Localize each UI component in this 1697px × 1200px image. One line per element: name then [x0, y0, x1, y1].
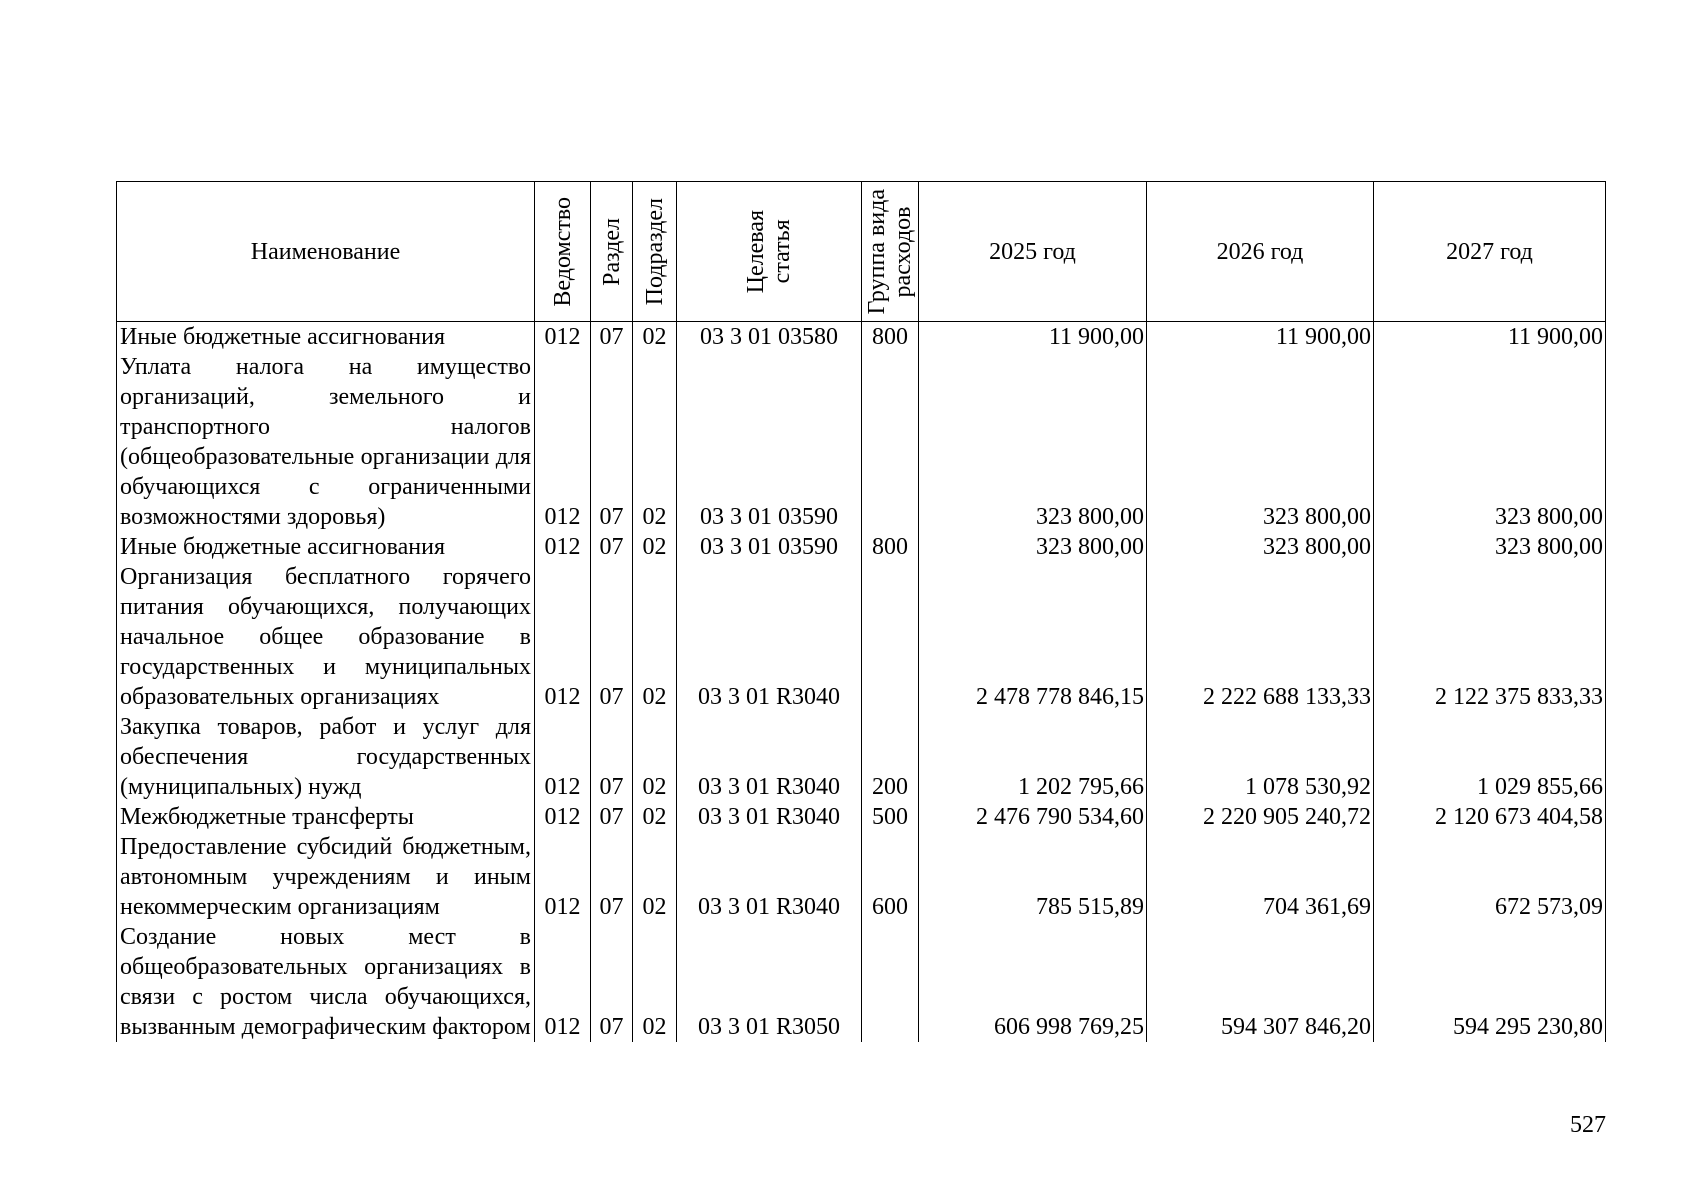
row-razdel-cell: 07: [591, 532, 633, 562]
row-gruppa-cell: 500: [862, 802, 919, 832]
table-row: [117, 352, 1606, 532]
table-row: [117, 562, 1606, 712]
row-2025-cell: 2 478 778 846,15: [919, 562, 1147, 712]
row-razdel-cell: 07: [591, 802, 633, 832]
row-2025-cell: 2 476 790 534,60: [919, 802, 1147, 832]
table-row: [117, 922, 1606, 1042]
row-vedomstvo-cell: 012: [535, 922, 591, 1042]
row-gruppa-cell: 200: [862, 712, 919, 802]
table-body: [117, 322, 1606, 1043]
row-name-cell: Иные бюджетные ассигнования: [117, 532, 535, 562]
row-2026-cell: 704 361,69: [1147, 832, 1374, 922]
row-name-cell: Организация бесплатного горячего питания обучающихся, получающих начальное общее образование в государственных и муниципальных образовательных организациях: [117, 562, 535, 712]
row-2026-cell: 2 222 688 133,33: [1147, 562, 1374, 712]
row-vedomstvo-cell: 012: [535, 352, 591, 532]
row-podrazdel-cell: 02: [633, 832, 677, 922]
row-gruppa-cell: [862, 562, 919, 712]
row-vedomstvo-cell: 012: [535, 712, 591, 802]
row-razdel-cell: 07: [591, 352, 633, 532]
row-2025-cell: 11 900,00: [919, 322, 1147, 353]
row-gruppa-cell: 800: [862, 322, 919, 353]
row-celevaya-statya-cell: 03 3 01 03590: [677, 532, 862, 562]
header-vedomstvo: Ведомство: [535, 182, 591, 322]
row-name-cell: Уплата налога на имущество организаций, земельного и транспортного налогов (общеобразовательные организации для обучающихся с ограниченными возможностями здоровья): [117, 352, 535, 532]
row-2027-cell: 2 120 673 404,58: [1374, 802, 1606, 832]
row-2025-cell: 606 998 769,25: [919, 922, 1147, 1042]
row-2027-cell: 2 122 375 833,33: [1374, 562, 1606, 712]
row-podrazdel-cell: 02: [633, 322, 677, 353]
row-2027-cell: 11 900,00: [1374, 322, 1606, 353]
row-2027-cell: 323 800,00: [1374, 352, 1606, 532]
row-podrazdel-cell: 02: [633, 562, 677, 712]
row-name-cell: Закупка товаров, работ и услуг для обеспечения государственных (муниципальных) нужд: [117, 712, 535, 802]
row-2025-cell: 323 800,00: [919, 352, 1147, 532]
table-header-row: [117, 182, 1606, 322]
row-2027-cell: 672 573,09: [1374, 832, 1606, 922]
row-razdel-cell: 07: [591, 922, 633, 1042]
table-row: [117, 832, 1606, 922]
row-celevaya-statya-cell: 03 3 01 R3050: [677, 922, 862, 1042]
header-celevaya-statya: Целевая статья: [677, 182, 862, 322]
row-razdel-cell: 07: [591, 562, 633, 712]
row-2026-cell: 1 078 530,92: [1147, 712, 1374, 802]
row-podrazdel-cell: 02: [633, 922, 677, 1042]
budget-table: [116, 181, 1606, 1042]
row-name-cell: Предоставление субсидий бюджетным, автономным учреждениям и иным некоммерческим организациям: [117, 832, 535, 922]
row-podrazdel-cell: 02: [633, 712, 677, 802]
table-row: [117, 712, 1606, 802]
row-razdel-cell: 07: [591, 712, 633, 802]
header-2025: 2025 год: [919, 182, 1147, 322]
row-celevaya-statya-cell: 03 3 01 03580: [677, 322, 862, 353]
row-gruppa-cell: 600: [862, 832, 919, 922]
row-2027-cell: 323 800,00: [1374, 532, 1606, 562]
row-vedomstvo-cell: 012: [535, 802, 591, 832]
row-celevaya-statya-cell: 03 3 01 R3040: [677, 562, 862, 712]
row-celevaya-statya-cell: 03 3 01 R3040: [677, 802, 862, 832]
row-podrazdel-cell: 02: [633, 532, 677, 562]
header-2027: 2027 год: [1374, 182, 1606, 322]
row-razdel-cell: 07: [591, 832, 633, 922]
row-vedomstvo-cell: 012: [535, 322, 591, 353]
header-name: Наименование: [117, 182, 535, 322]
row-vedomstvo-cell: 012: [535, 532, 591, 562]
row-podrazdel-cell: 02: [633, 352, 677, 532]
row-2026-cell: 2 220 905 240,72: [1147, 802, 1374, 832]
row-2025-cell: 1 202 795,66: [919, 712, 1147, 802]
row-2026-cell: 11 900,00: [1147, 322, 1374, 353]
row-podrazdel-cell: 02: [633, 802, 677, 832]
row-2025-cell: 323 800,00: [919, 532, 1147, 562]
row-gruppa-cell: [862, 352, 919, 532]
row-razdel-cell: 07: [591, 322, 633, 353]
row-gruppa-cell: 800: [862, 532, 919, 562]
header-gruppa-vida-rashodov: Группа вида расходов: [862, 182, 919, 322]
row-name-cell: Иные бюджетные ассигнования: [117, 322, 535, 353]
header-podrazdel: Подраздел: [633, 182, 677, 322]
row-2026-cell: 594 307 846,20: [1147, 922, 1374, 1042]
row-celevaya-statya-cell: 03 3 01 R3040: [677, 832, 862, 922]
row-2026-cell: 323 800,00: [1147, 352, 1374, 532]
row-vedomstvo-cell: 012: [535, 832, 591, 922]
header-razdel: Раздел: [591, 182, 633, 322]
table-row: [117, 532, 1606, 562]
row-2027-cell: 1 029 855,66: [1374, 712, 1606, 802]
row-gruppa-cell: [862, 922, 919, 1042]
row-2027-cell: 594 295 230,80: [1374, 922, 1606, 1042]
header-2026: 2026 год: [1147, 182, 1374, 322]
row-2026-cell: 323 800,00: [1147, 532, 1374, 562]
table-row: [117, 322, 1606, 353]
row-vedomstvo-cell: 012: [535, 562, 591, 712]
row-name-cell: Создание новых мест в общеобразовательных организациях в связи с ростом числа обучающихся, вызванным демографическим фактором: [117, 922, 535, 1042]
row-2025-cell: 785 515,89: [919, 832, 1147, 922]
table-row: [117, 802, 1606, 832]
page-number: 527: [1570, 1112, 1606, 1138]
row-name-cell: Межбюджетные трансферты: [117, 802, 535, 832]
row-celevaya-statya-cell: 03 3 01 03590: [677, 352, 862, 532]
row-celevaya-statya-cell: 03 3 01 R3040: [677, 712, 862, 802]
